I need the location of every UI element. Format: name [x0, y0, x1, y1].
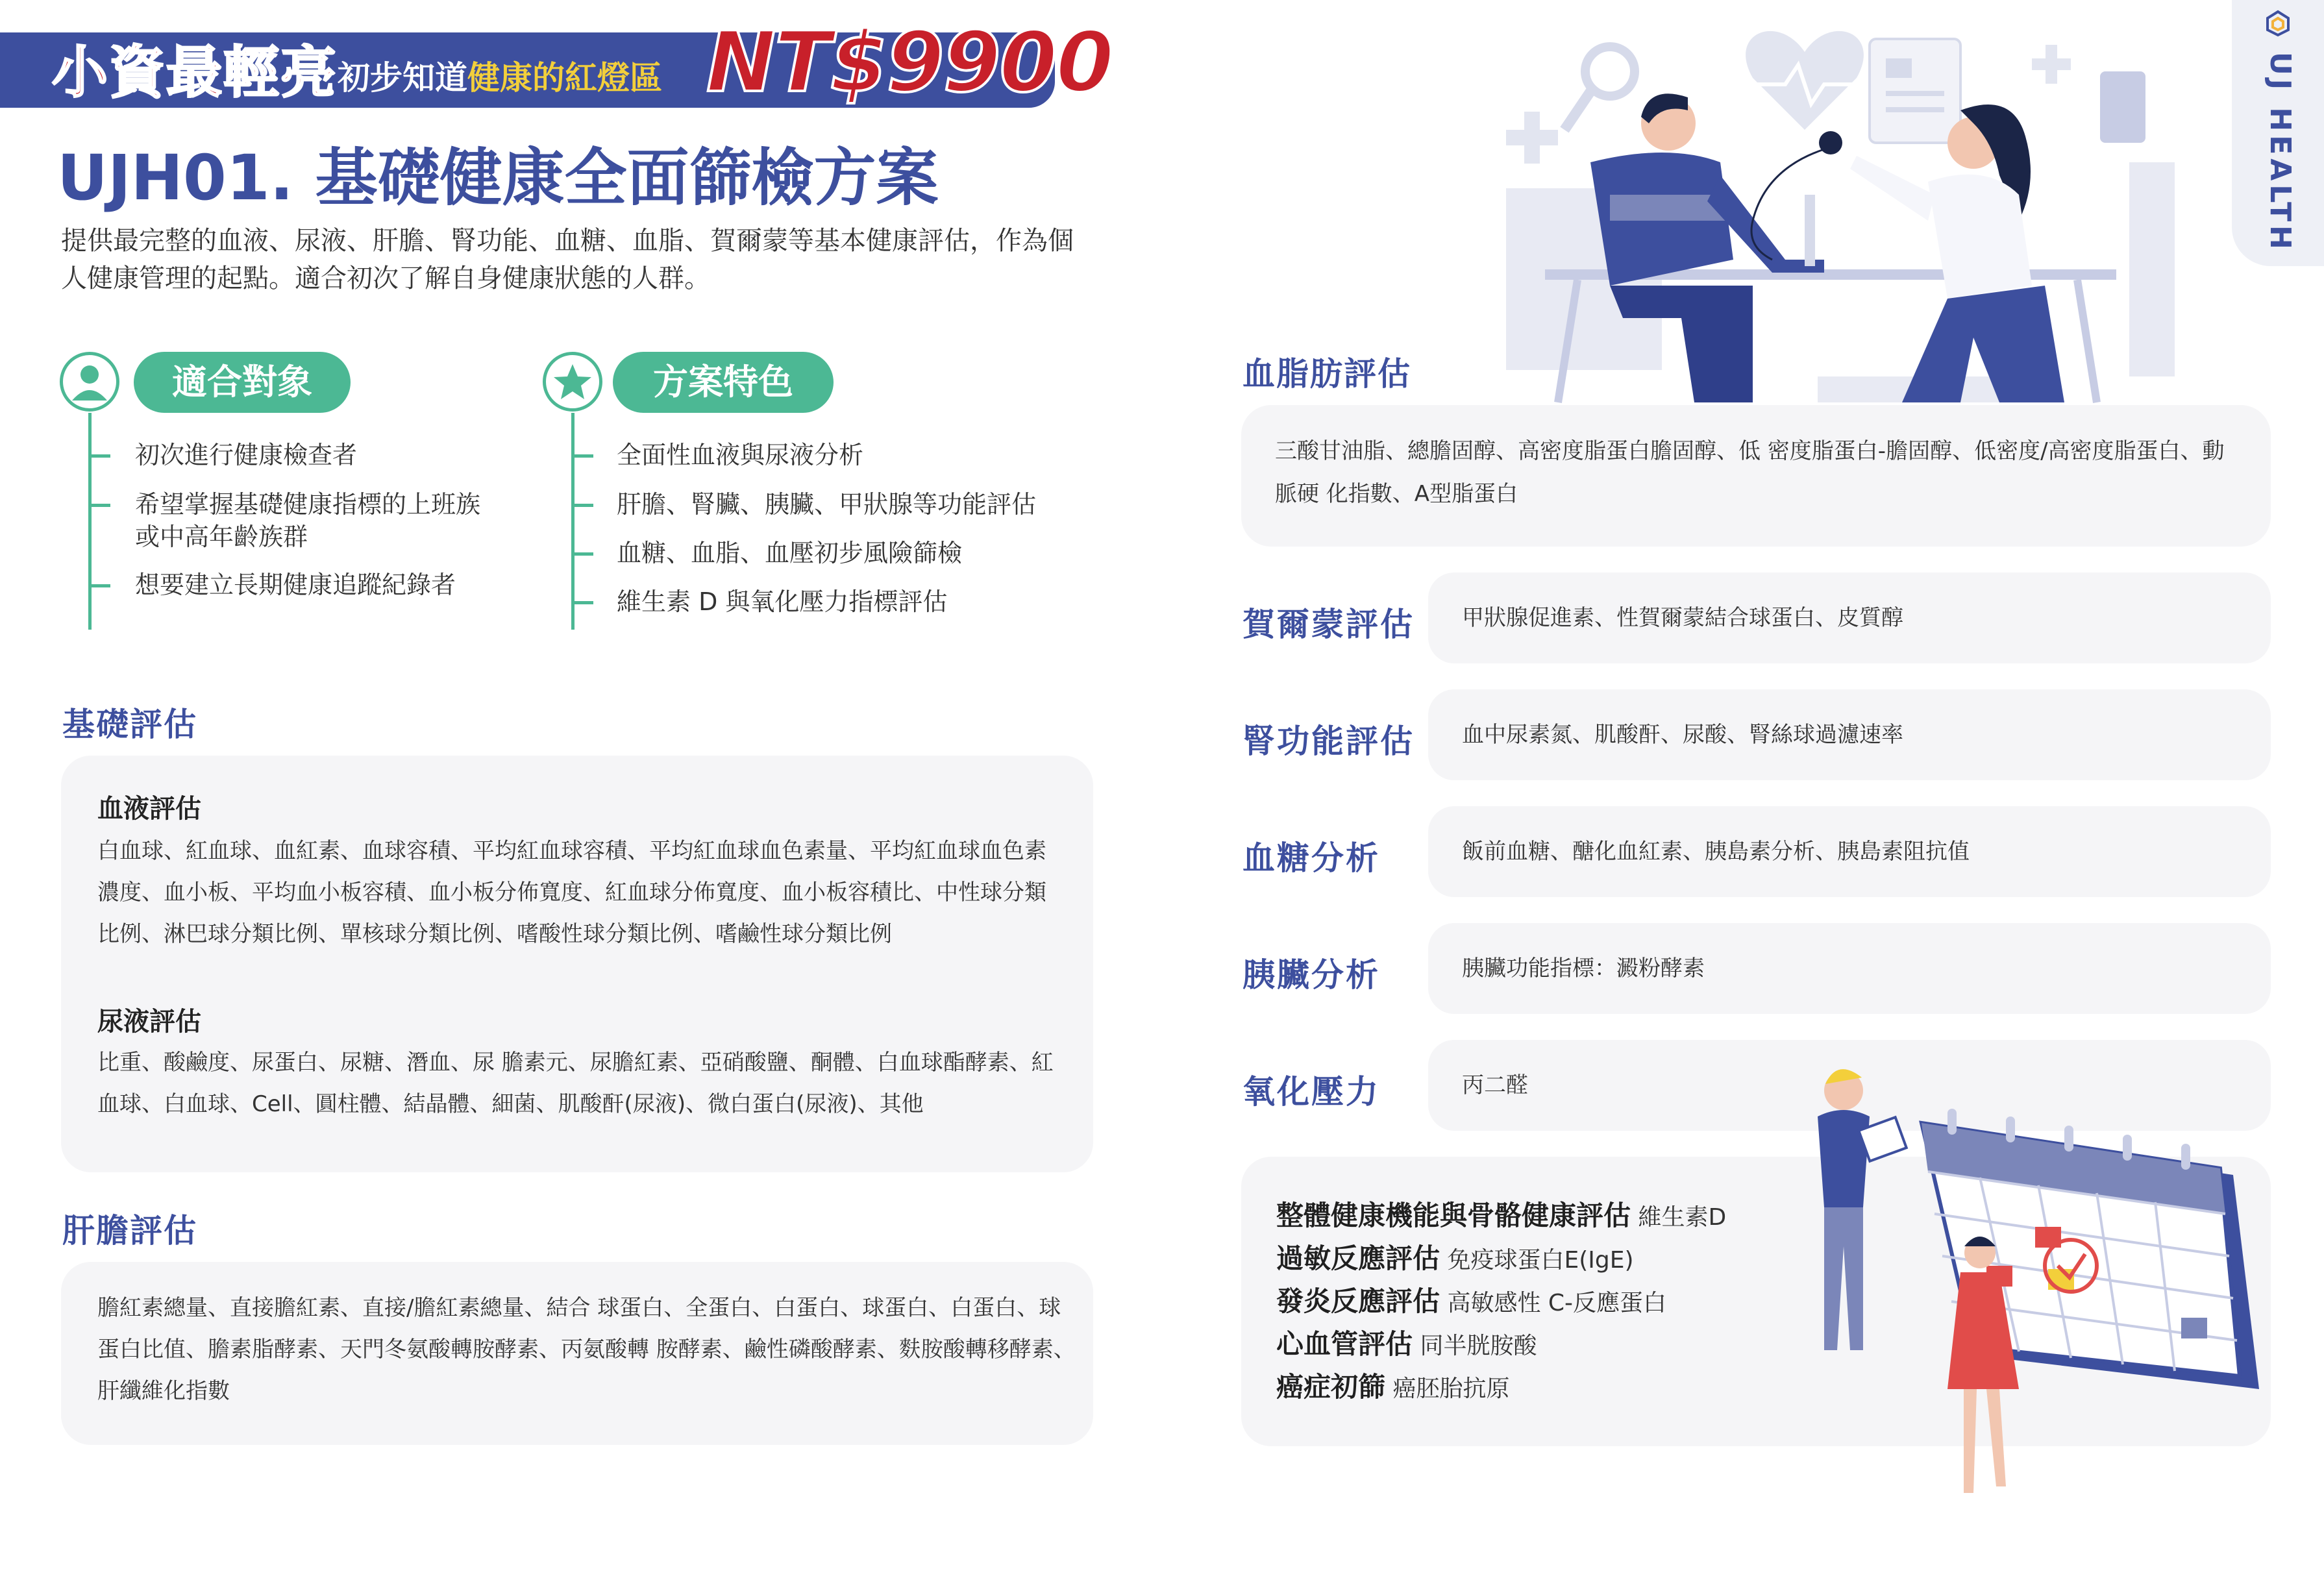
lipid-line: 三酸甘油脂、總膽固醇、高密度脂蛋白膽固醇、低 密度脂蛋白-膽固醇、低密度/高密度脂蛋白、動 — [1275, 438, 2225, 464]
row-box-glucose — [1428, 806, 2271, 897]
basic-heading: 基礎評估 — [62, 706, 197, 743]
row-label-pancreas: 胰臟分析 — [1242, 956, 1380, 994]
misc-label: 過敏反應評估 — [1276, 1242, 1440, 1274]
features-tick — [571, 454, 593, 458]
misc-value: 同半胱胺酸 — [1420, 1333, 1537, 1359]
features-tick — [571, 552, 593, 556]
row-label-glucose: 血糖分析 — [1242, 839, 1380, 877]
lipid-heading: 血脂肪評估 — [1242, 355, 1411, 393]
row-label-oxidative: 氧化壓力 — [1242, 1073, 1380, 1111]
row-box-hormone — [1428, 573, 2271, 663]
doctor-patient-illustration — [1480, 13, 2201, 409]
blood-line: 白血球、紅血球、血紅素、血球容積、平均紅血球容積、平均紅血球血色素量、平均紅血球血色素 — [97, 838, 1046, 864]
misc-label: 整體健康機能與骨骼健康評估 — [1276, 1200, 1631, 1231]
row-text-kidney: 血中尿素氮、肌酸酐、尿酸、腎絲球過濾速率 — [1462, 722, 1903, 748]
target-tick — [88, 584, 110, 587]
misc-item — [1276, 1237, 1634, 1282]
target-pill: 適合對象 — [134, 352, 351, 413]
feature-item: 維生素 D 與氧化壓力指標評估 — [617, 587, 948, 616]
feature-item: 肝膽、腎臟、胰臟、甲狀腺等功能評估 — [617, 490, 1037, 519]
blood-line: 比例、淋巴球分類比例、單核球分類比例、嗜酸性球分類比例、嗜鹼性球分類比例 — [97, 921, 892, 947]
row-text-pancreas: 胰臟功能指標：澱粉酵素 — [1462, 955, 1705, 981]
target-item: 初次進行健康檢查者 — [135, 441, 358, 469]
misc-item — [1276, 1323, 1537, 1368]
urine-line: 血球、白血球、Cell、圓柱體、結晶體、細菌、肌酸酐(尿液)、微白蛋白(尿液)、其他 — [97, 1091, 924, 1117]
misc-item — [1276, 1194, 1726, 1239]
misc-item — [1276, 1280, 1666, 1325]
banner-sub-highlight: 健康的紅燈區 — [467, 59, 662, 97]
urine-line: 比重、酸鹼度、尿蛋白、尿糖、潛血、尿 膽素元、尿膽紅素、亞硝酸鹽、酮體、白血球酯酵素、紅 — [97, 1050, 1054, 1076]
calendar-illustration — [1792, 1052, 2272, 1519]
liver-line: 蛋白比值、膽素脂酵素、天門冬氨酸轉胺酵素、丙氨酸轉 胺酵素、鹼性磷酸酵素、麩胺酸轉移酵素、 — [97, 1337, 1076, 1362]
liver-line: 膽紅素總量、直接膽紅素、直接/膽紅素總量、結合 球蛋白、全蛋白、白蛋白、球蛋白、白蛋白、球 — [97, 1295, 1061, 1321]
row-label-hormone: 賀爾蒙評估 — [1242, 606, 1415, 643]
blood-title: 血液評估 — [97, 794, 201, 824]
target-item: 想要建立長期健康追蹤紀錄者 — [135, 571, 456, 599]
features-line — [571, 413, 575, 630]
banner-headline: 小資最輕亮 — [52, 40, 338, 105]
liver-line: 肝纖維化指數 — [97, 1378, 230, 1404]
target-item: 希望掌握基礎健康指標的上班族或中高年齡族群 — [135, 490, 481, 551]
target-line — [88, 413, 92, 630]
liver-heading: 肝膽評估 — [62, 1212, 197, 1250]
row-text-hormone: 甲狀腺促進素、性賀爾蒙結合球蛋白、皮質醇 — [1462, 605, 1903, 631]
blood-line: 濃度、血小板、平均血小板容積、血小板分佈寬度、紅血球分佈寬度、血小板容積比、中性球分類 — [97, 880, 1046, 906]
lipid-line: 脈硬 化指數、A型脂蛋白 — [1275, 481, 1518, 507]
row-box-pancreas — [1428, 923, 2271, 1014]
target-tick — [88, 454, 110, 458]
brand-name: UJ HEALTH — [2264, 52, 2297, 253]
features-tick — [571, 601, 593, 604]
target-tick — [88, 504, 110, 507]
row-box-kidney — [1428, 689, 2271, 780]
feature-item: 血糖、血脂、血壓初步風險篩檢 — [617, 539, 963, 567]
person-icon — [60, 352, 119, 412]
misc-value: 高敏感性 C-反應蛋白 — [1447, 1290, 1667, 1316]
misc-item — [1276, 1366, 1509, 1411]
misc-value: 免疫球蛋白E(IgE) — [1447, 1247, 1634, 1274]
misc-label: 癌症初篩 — [1276, 1371, 1386, 1403]
star-icon — [543, 352, 602, 412]
row-text-oxidative: 丙二醛 — [1462, 1072, 1528, 1098]
misc-value: 維生素D — [1638, 1204, 1727, 1231]
row-label-kidney: 腎功能評估 — [1242, 722, 1415, 760]
price-tag: NT$9900 — [706, 14, 1113, 111]
banner-subtitle — [338, 52, 662, 99]
feature-item: 全面性血液與尿液分析 — [617, 441, 864, 469]
plan-description: 提供最完整的血液、尿液、肝膽、腎功能、血糖、血脂、賀爾蒙等基本健康評估，作為個人健康管理的起點。適合初次了解自身健康狀態的人群。 — [61, 226, 1074, 293]
row-text-glucose: 飯前血糖、醣化血紅素、胰島素分析、胰島素阻抗值 — [1462, 839, 1970, 865]
brand-logo-icon — [2264, 9, 2292, 38]
features-tick — [571, 504, 593, 507]
misc-label: 發炎反應評估 — [1276, 1285, 1440, 1317]
banner-sub-prefix: 初步知道 — [338, 59, 467, 97]
features-pill: 方案特色 — [613, 352, 834, 413]
urine-title: 尿液評估 — [97, 1007, 201, 1037]
plan-title: UJH01. 基礎健康全面篩檢方案 — [57, 142, 939, 214]
misc-label: 心血管評估 — [1276, 1328, 1413, 1360]
misc-value: 癌胚胎抗原 — [1392, 1375, 1510, 1402]
